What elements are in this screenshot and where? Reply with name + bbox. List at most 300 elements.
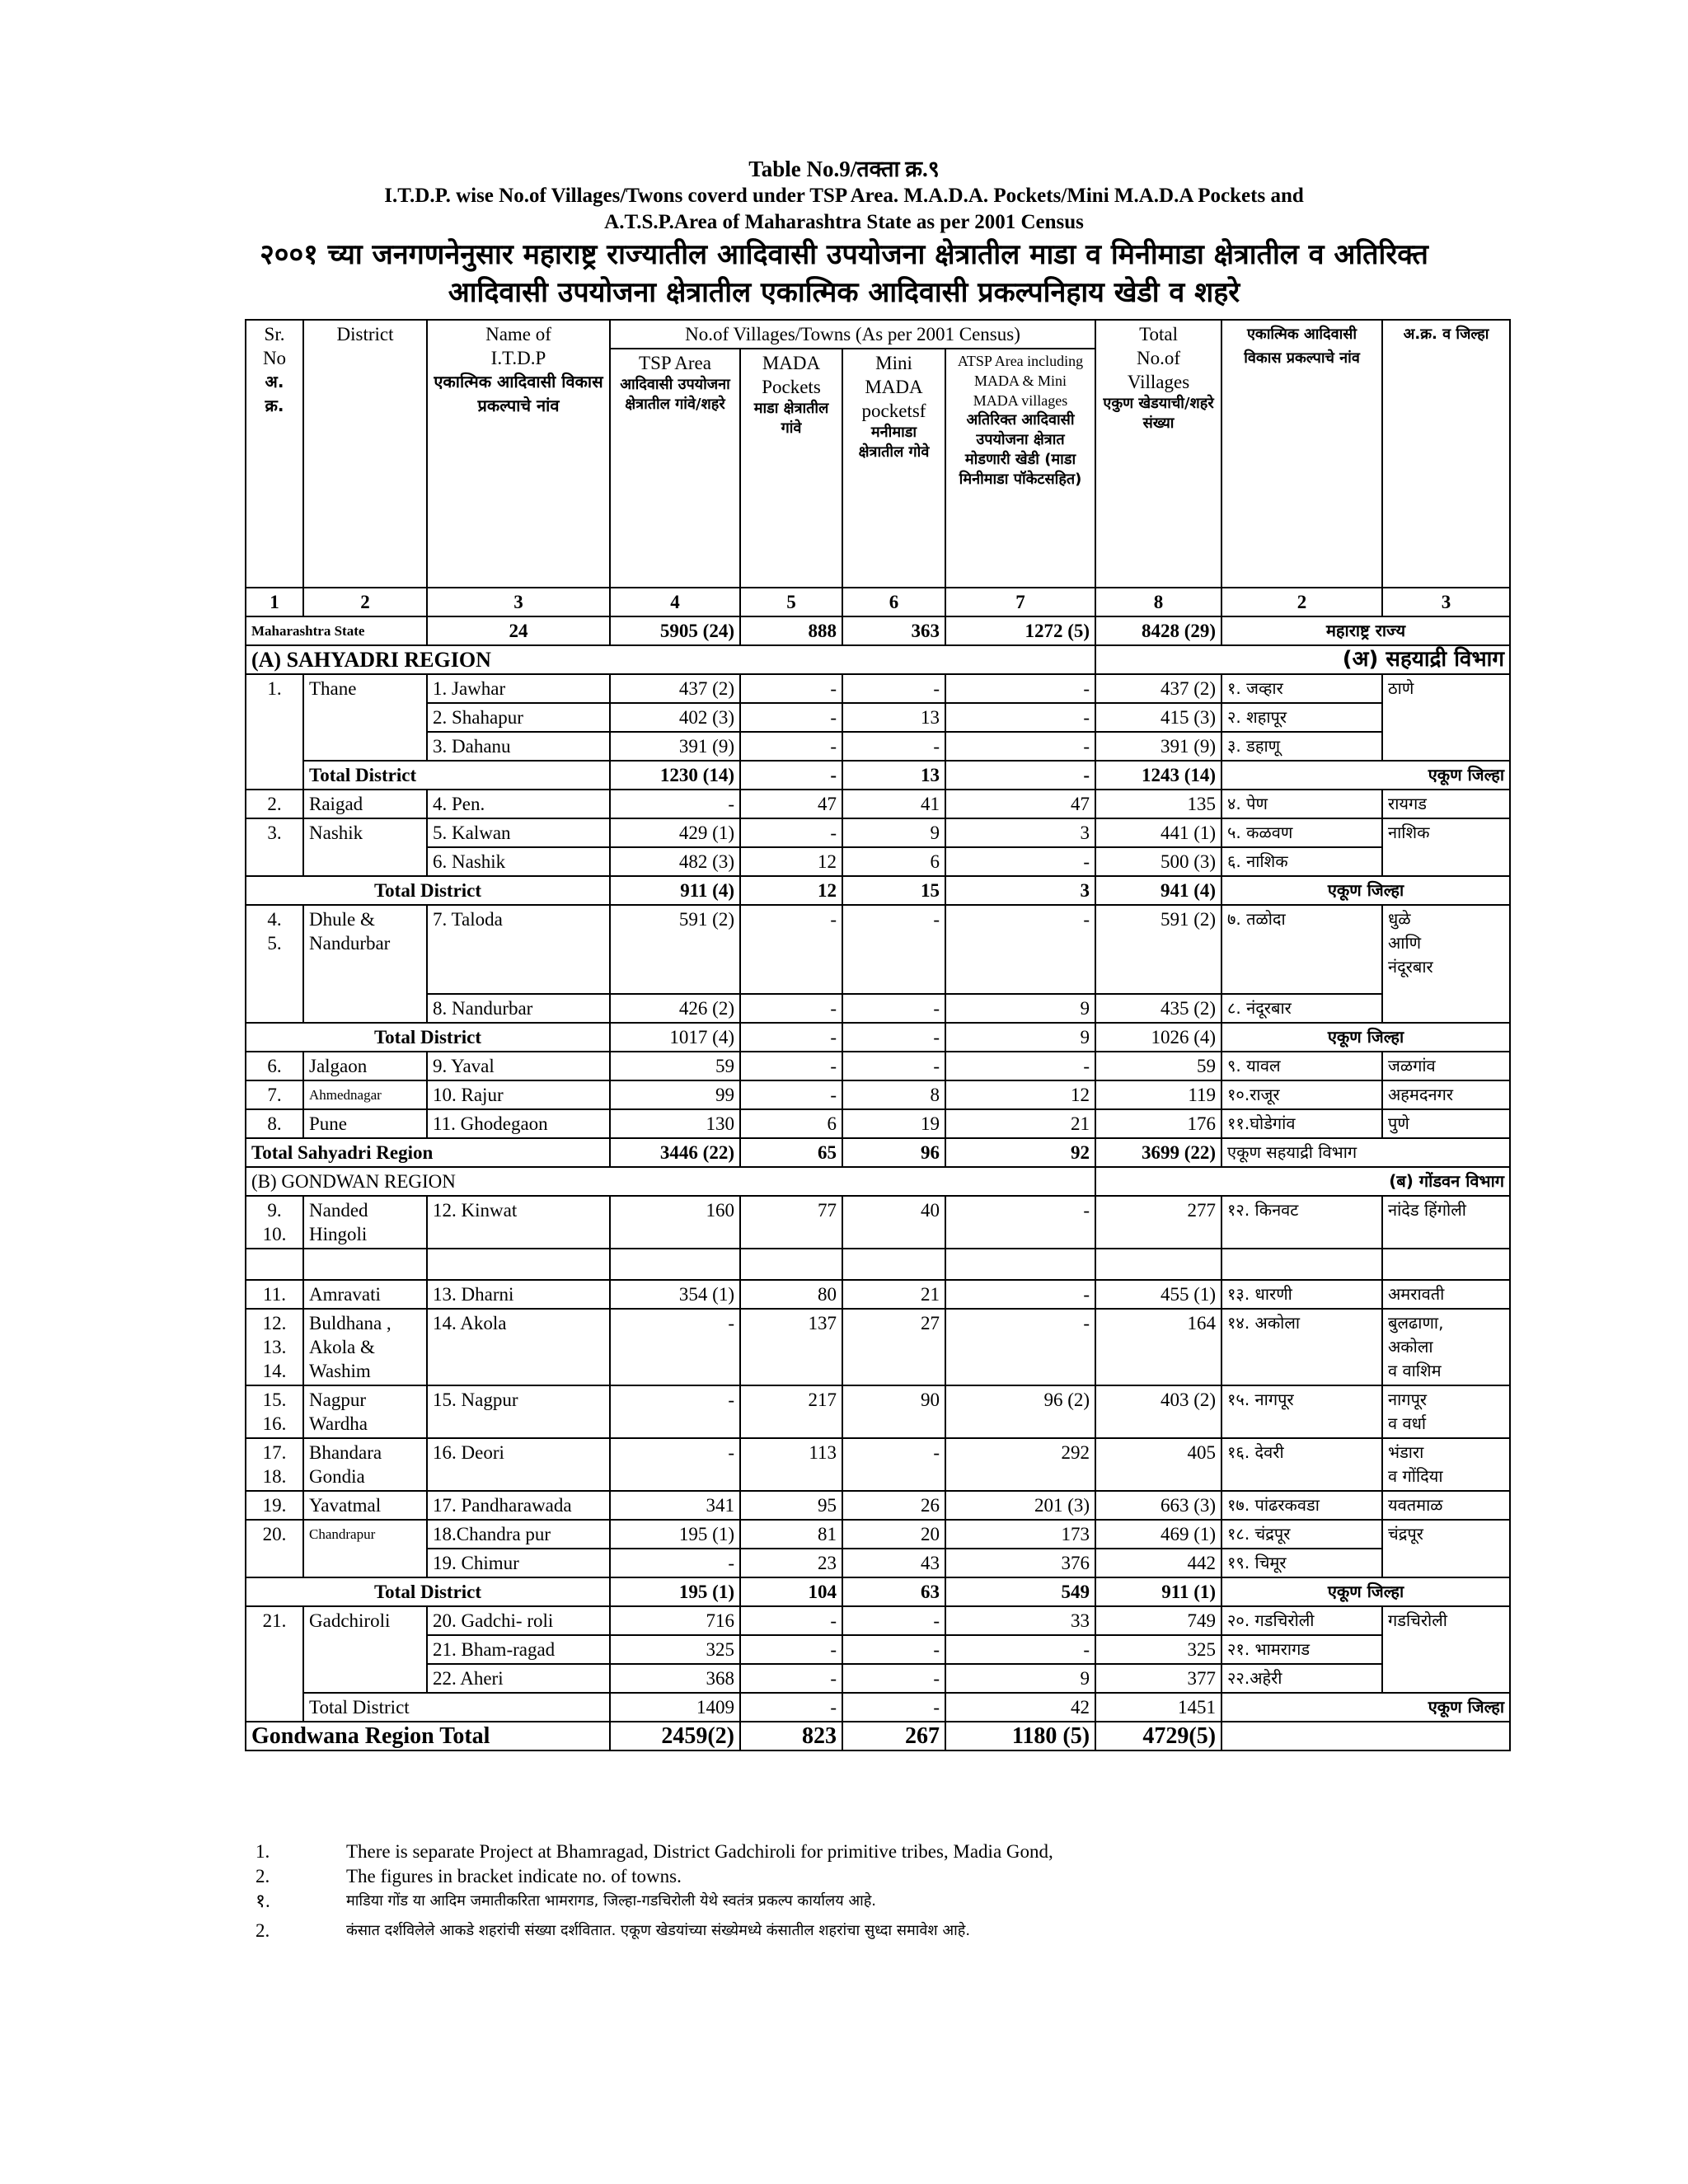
atsp-value: - [945, 732, 1095, 761]
header-itdp-mr: एकात्मिक आदिवासी विकास प्रकल्पाचे नांव [1221, 320, 1382, 588]
itdp-name: 20. Gadchi- roli [427, 1606, 610, 1635]
sr-no-2: 18. [262, 1466, 287, 1487]
district-mr-line3: नंदूरबार [1388, 957, 1433, 977]
blank-cell [1221, 1249, 1382, 1280]
itdp-name-mr: १८. चंद्रपूर [1221, 1520, 1382, 1549]
header-atsp-en: ATSP Area including MADA & Mini MADA villages [957, 353, 1084, 409]
total-value: 591 (2) [1095, 905, 1221, 994]
itdp-name-mr: ११.घोडेगांव [1221, 1109, 1382, 1138]
district-mr: गडचिरोली [1382, 1606, 1510, 1693]
mini-value: 27 [842, 1309, 945, 1385]
district-mr-line3: व वाशिम [1388, 1361, 1442, 1380]
mini-value: - [842, 1693, 945, 1722]
state-mada: 888 [740, 616, 842, 645]
total-value: 119 [1095, 1080, 1221, 1109]
villages-table [245, 319, 1511, 1751]
itdp-name-mr: ७. तळोदा [1221, 905, 1382, 994]
english-title-line2: A.T.S.P.Area of Maharashtra State as per 2001 Census [604, 211, 1084, 233]
mada-value: - [740, 703, 842, 732]
itdp-name-mr: २२.अहेरी [1221, 1664, 1382, 1693]
region-total-label: Gondwana Region Total [246, 1722, 610, 1750]
atsp-value: - [945, 703, 1095, 732]
footnote-number: 1. [256, 1841, 270, 1862]
atsp-value: 1180 (5) [945, 1722, 1095, 1750]
sr-no: 1. [246, 674, 303, 790]
tsp-value: 368 [610, 1664, 740, 1693]
itdp-name-mr: १६. देवरी [1221, 1438, 1382, 1491]
total-label: Total District [246, 1577, 610, 1606]
footnote-number: 2. [256, 1866, 270, 1886]
district [303, 905, 427, 1023]
colnum: 2 [1221, 588, 1382, 616]
mini-value: 90 [842, 1385, 945, 1438]
marathi-title-line2: आदिवासी उपयोजना क्षेत्रातील एकात्मिक आदिवासी प्रकल्पनिहाय खेडी व शहरे [448, 276, 1240, 309]
mada-value: 823 [740, 1722, 842, 1750]
district-total-row [246, 1693, 1510, 1722]
sr-no: 19. [246, 1491, 303, 1520]
footnote [256, 1864, 1492, 1889]
blank-cell [945, 1249, 1095, 1280]
table-row [246, 1664, 1510, 1693]
total-value: 176 [1095, 1109, 1221, 1138]
sr-no-3: 14. [262, 1361, 287, 1381]
sr-no: 6. [246, 1052, 303, 1080]
blank-cell [740, 1249, 842, 1280]
footnote-number: १. [256, 1891, 270, 1911]
table-row [246, 703, 1510, 732]
colnum: 6 [842, 588, 945, 616]
mini-value: - [842, 1052, 945, 1080]
total-value: 469 (1) [1095, 1520, 1221, 1549]
itdp-name: 17. Pandharawada [427, 1491, 610, 1520]
table-row [246, 1309, 1510, 1385]
itdp-name: 12. Kinwat [427, 1196, 610, 1249]
footnote-text: The figures in bracket indicate no. of towns. [346, 1866, 682, 1886]
itdp-name: 4. Pen. [427, 790, 610, 818]
mada-value: 65 [740, 1138, 842, 1167]
itdp-name: 1. Jawhar [427, 674, 610, 703]
atsp-value: - [945, 761, 1095, 790]
district-line2: Wardha [309, 1413, 368, 1434]
atsp-value: 292 [945, 1438, 1095, 1491]
district-mr-line1: बुलढाणा, [1388, 1313, 1444, 1333]
district-mr: नाशिक [1382, 818, 1510, 876]
header-tsp-mr: आदिवासी उपयोजना क्षेत्रातील गांवे/शहरे [620, 376, 730, 413]
itdp-name-mr: १३. धारणी [1221, 1280, 1382, 1309]
table-row [246, 1385, 1510, 1438]
district-mr: यवतमाळ [1382, 1491, 1510, 1520]
atsp-value: 9 [945, 1023, 1095, 1052]
tsp-value: 99 [610, 1080, 740, 1109]
sr-no-2: 5. [267, 933, 282, 954]
colnum: 2 [303, 588, 427, 616]
sr-no [246, 1196, 303, 1249]
header-total-en2: No.of [1137, 348, 1181, 368]
header-mini-en2: MADA [865, 377, 923, 397]
state-tsp: 5905 (24) [610, 616, 740, 645]
total-value: 277 [1095, 1196, 1221, 1249]
table-row [246, 1196, 1510, 1249]
english-title-line1: I.T.D.P. wise No.of Villages/Twons coverd under TSP Area. M.A.D.A. Pockets/Mini M.A.D.A Pockets and [384, 185, 1304, 207]
district-mr-line2: व गोंदिया [1388, 1466, 1443, 1486]
district-mr: चंद्रपूर [1382, 1520, 1510, 1577]
district-mr-line1: भंडारा [1388, 1442, 1424, 1462]
table-row [246, 674, 1510, 703]
blank-cell [1382, 1249, 1510, 1280]
colnum: 3 [427, 588, 610, 616]
atsp-value: - [945, 1280, 1095, 1309]
total-value: 4729(5) [1095, 1722, 1221, 1750]
sr-no [246, 1309, 303, 1385]
itdp-name: 19. Chimur [427, 1549, 610, 1577]
itdp-name: 16. Deori [427, 1438, 610, 1491]
mada-value: 80 [740, 1280, 842, 1309]
district-line2: Gondia [309, 1466, 365, 1487]
tsp-value: 391 (9) [610, 732, 740, 761]
district-mr: अमरावती [1382, 1280, 1510, 1309]
sr-no: 20. [246, 1520, 303, 1577]
tsp-value: 160 [610, 1196, 740, 1249]
sr-no: 3. [246, 818, 303, 876]
itdp-name-mr: १७. पांढरकवडा [1221, 1491, 1382, 1520]
blank-cell [246, 1249, 303, 1280]
table-row [246, 994, 1510, 1023]
tsp-value: 354 (1) [610, 1280, 740, 1309]
region-title-mr: (अ) सहयाद्री विभाग [1095, 645, 1510, 674]
mini-value: 20 [842, 1520, 945, 1549]
header-total [1095, 320, 1221, 588]
header-name-en2: I.T.D.P [490, 348, 546, 368]
atsp-value: 33 [945, 1606, 1095, 1635]
table-row [246, 847, 1510, 876]
tsp-value: 482 (3) [610, 847, 740, 876]
mada-value: 77 [740, 1196, 842, 1249]
itdp-name: 15. Nagpur [427, 1385, 610, 1438]
total-label-mr: एकूण जिल्हा [1221, 876, 1510, 905]
itdp-name-mr: १४. अकोला [1221, 1309, 1382, 1385]
total-label: Total District [246, 1023, 610, 1052]
atsp-value: - [945, 1052, 1095, 1080]
total-value: 164 [1095, 1309, 1221, 1385]
mini-value: 15 [842, 876, 945, 905]
atsp-value: 201 (3) [945, 1491, 1095, 1520]
district-line1: Nagpur [309, 1390, 366, 1410]
district-mr-line1: धुळे [1388, 909, 1411, 929]
itdp-name-mr: १२. किनवट [1221, 1196, 1382, 1249]
total-label-mr: एकूण जिल्हा [1221, 761, 1510, 790]
sr-no [246, 905, 303, 1023]
total-label: Total District [303, 1693, 610, 1722]
mini-value: 19 [842, 1109, 945, 1138]
mada-value: 217 [740, 1385, 842, 1438]
title-block [0, 155, 1688, 312]
itdp-name: 21. Bham-ragad [427, 1635, 610, 1664]
footnote-number: 2. [256, 1920, 270, 1941]
itdp-name: 18.Chandra pur [427, 1520, 610, 1549]
itdp-name: 3. Dahanu [427, 732, 610, 761]
sahyadri-region-heading [246, 645, 1510, 674]
total-value: 135 [1095, 790, 1221, 818]
mada-value: 137 [740, 1309, 842, 1385]
district-mr [1382, 905, 1510, 1023]
total-label-mr: एकूण जिल्हा [1221, 1023, 1510, 1052]
tsp-value: 2459(2) [610, 1722, 740, 1750]
atsp-value: 376 [945, 1549, 1095, 1577]
district-mr: अहमदनगर [1382, 1080, 1510, 1109]
district-mr: रायगड [1382, 790, 1510, 818]
total-value: 435 (2) [1095, 994, 1221, 1023]
region-title: (B) GONDWAN REGION [246, 1167, 1095, 1196]
district-mr [1382, 1309, 1510, 1385]
sr-no: 7. [246, 1080, 303, 1109]
mini-value: 13 [842, 761, 945, 790]
total-value: 3699 (22) [1095, 1138, 1221, 1167]
itdp-name-mr: १०.राजूर [1221, 1080, 1382, 1109]
atsp-value: 9 [945, 994, 1095, 1023]
district [303, 1196, 427, 1249]
mada-value: 104 [740, 1577, 842, 1606]
district: Ahmednagar [303, 1080, 427, 1109]
blank-cell [1095, 1249, 1221, 1280]
tsp-value: - [610, 790, 740, 818]
atsp-value: 12 [945, 1080, 1095, 1109]
mada-value: 95 [740, 1491, 842, 1520]
total-label: Total District [246, 876, 610, 905]
table-row [246, 1080, 1510, 1109]
tsp-value: 426 (2) [610, 994, 740, 1023]
table-row [246, 818, 1510, 847]
colnum: 8 [1095, 588, 1221, 616]
mada-value: - [740, 994, 842, 1023]
sr-no: 11. [246, 1280, 303, 1309]
mada-value: 23 [740, 1549, 842, 1577]
state-total: 8428 (29) [1095, 616, 1221, 645]
district-total-row [246, 1023, 1510, 1052]
mada-value: - [740, 1635, 842, 1664]
mada-value: - [740, 905, 842, 994]
itdp-name-mr: २. शहापूर [1221, 703, 1382, 732]
total-value: 1451 [1095, 1693, 1221, 1722]
mini-value: - [842, 1023, 945, 1052]
atsp-value: - [945, 1309, 1095, 1385]
state-itdp: 24 [427, 616, 610, 645]
blank-cell [1221, 1722, 1510, 1750]
tsp-value: 437 (2) [610, 674, 740, 703]
itdp-name: 2. Shahapur [427, 703, 610, 732]
total-value: 415 (3) [1095, 703, 1221, 732]
sr-no [246, 1438, 303, 1491]
footnotes [256, 1840, 1492, 1943]
atsp-value: 47 [945, 790, 1095, 818]
state-atsp: 1272 (5) [945, 616, 1095, 645]
district-mr [1382, 1385, 1510, 1438]
total-value: 455 (1) [1095, 1280, 1221, 1309]
itdp-name: 13. Dharni [427, 1280, 610, 1309]
district: Jalgaon [303, 1052, 427, 1080]
atsp-value: 42 [945, 1693, 1095, 1722]
district-mr-line2: अकोला [1388, 1337, 1433, 1357]
total-value: 59 [1095, 1052, 1221, 1080]
district-mr: नांदेड हिंगोली [1382, 1196, 1510, 1249]
header-group: No.of Villages/Towns (As per 2001 Census) [610, 320, 1095, 349]
header-tsp [610, 349, 740, 588]
footnote-text: कंसात दर्शविलेले आकडे शहरांची संख्या दर्शवितात. एकूण खेडयांच्या संख्येमध्ये कंसातील शहरांचा सुध्दा समावेश आहे. [346, 1922, 971, 1939]
district [303, 1438, 427, 1491]
mada-value: 47 [740, 790, 842, 818]
district-line1: Nanded [309, 1200, 368, 1221]
itdp-name-mr: ८. नंदूरबार [1221, 994, 1382, 1023]
district-total-row [246, 761, 1510, 790]
header-mada-en1: MADA [762, 353, 821, 373]
district-mr-line2: व वर्धा [1388, 1413, 1427, 1433]
mini-value: 43 [842, 1549, 945, 1577]
sr-no-1: 12. [262, 1313, 287, 1333]
mini-value: - [842, 905, 945, 994]
atsp-value: 9 [945, 1664, 1095, 1693]
total-value: 441 (1) [1095, 818, 1221, 847]
mini-value: 63 [842, 1577, 945, 1606]
total-value: 1026 (4) [1095, 1023, 1221, 1052]
district-total-row [246, 876, 1510, 905]
atsp-value: 96 (2) [945, 1385, 1095, 1438]
total-value: 1243 (14) [1095, 761, 1221, 790]
header-atsp [945, 349, 1095, 588]
total-value: 663 (3) [1095, 1491, 1221, 1520]
header-sr-mr2: क्र. [265, 396, 284, 415]
mada-value: - [740, 818, 842, 847]
total-label: Total District [303, 761, 610, 790]
mini-value: 41 [842, 790, 945, 818]
tsp-value: 402 (3) [610, 703, 740, 732]
mada-value: 12 [740, 876, 842, 905]
column-number-row [246, 588, 1510, 616]
tsp-value: 429 (1) [610, 818, 740, 847]
header-row-1 [246, 320, 1510, 349]
itdp-name-mr: ४. पेण [1221, 790, 1382, 818]
header-sr-en: Sr. [264, 324, 285, 344]
itdp-name-mr: २०. गडचिरोली [1221, 1606, 1382, 1635]
mini-value: 26 [842, 1491, 945, 1520]
tsp-value: 130 [610, 1109, 740, 1138]
district [303, 1309, 427, 1385]
tsp-value: 59 [610, 1052, 740, 1080]
header-atsp-mr: अतिरिक्त आदिवासी उपयोजना क्षेत्रात मोडणारी खेडी (माडा मिनीमाडा पॉकेटसहित) [959, 411, 1082, 488]
tsp-value: 1409 [610, 1693, 740, 1722]
district-mr-line2: आणि [1388, 933, 1422, 953]
mada-value: 81 [740, 1520, 842, 1549]
itdp-name: 22. Aheri [427, 1664, 610, 1693]
atsp-value: 549 [945, 1577, 1095, 1606]
total-value: 941 (4) [1095, 876, 1221, 905]
atsp-value: 173 [945, 1520, 1095, 1549]
total-label-mr: एकूण जिल्हा [1221, 1577, 1510, 1606]
tsp-value: 716 [610, 1606, 740, 1635]
footnote-text: माडिया गोंड या आदिम जमातीकरिता भामरागड, जिल्हा-गडचिरोली येथे स्वतंत्र प्रकल्प कार्यालय आहे. [346, 1892, 877, 1910]
colnum: 3 [1382, 588, 1510, 616]
itdp-name-mr: २१. भामरागड [1221, 1635, 1382, 1664]
district: Pune [303, 1109, 427, 1138]
district-mr [1382, 1438, 1510, 1491]
mada-value: - [740, 1693, 842, 1722]
itdp-name-mr: १५. नागपूर [1221, 1385, 1382, 1438]
district-total-row [246, 1577, 1510, 1606]
header-name [427, 320, 610, 588]
sr-no: 8. [246, 1109, 303, 1138]
mada-value: - [740, 1606, 842, 1635]
table-row [246, 1549, 1510, 1577]
footnote [256, 1840, 1492, 1864]
mada-value: 6 [740, 1109, 842, 1138]
district-line2: Akola & [309, 1337, 375, 1357]
tsp-value: 195 (1) [610, 1520, 740, 1549]
total-value: 437 (2) [1095, 674, 1221, 703]
table-row [246, 732, 1510, 761]
sr-no-1: 17. [262, 1442, 287, 1463]
state-label: Maharashtra State [246, 616, 427, 645]
mini-value: 267 [842, 1722, 945, 1750]
state-total-row [246, 616, 1510, 645]
table-row [246, 1606, 1510, 1635]
header-name-mr: एकात्मिक आदिवासी विकास प्रकल्पाचे नांव [434, 372, 603, 415]
district-mr-line1: नागपूर [1388, 1390, 1428, 1409]
atsp-value: - [945, 847, 1095, 876]
district: Chandrapur [303, 1520, 427, 1577]
district: Amravati [303, 1280, 427, 1309]
district-line2: Hingoli [309, 1224, 368, 1244]
mini-value: 21 [842, 1280, 945, 1309]
mada-value: - [740, 1023, 842, 1052]
district-line1: Buldhana , [309, 1313, 392, 1333]
total-value: 325 [1095, 1635, 1221, 1664]
mini-value: - [842, 1664, 945, 1693]
mini-value: 40 [842, 1196, 945, 1249]
region-total-row [246, 1138, 1510, 1167]
state-mini: 363 [842, 616, 945, 645]
district: Nashik [303, 818, 427, 876]
mada-value: - [740, 1664, 842, 1693]
tsp-value: 1017 (4) [610, 1023, 740, 1052]
mada-value: - [740, 761, 842, 790]
sr-no-1: 4. [267, 909, 282, 930]
table-row [246, 1280, 1510, 1309]
tsp-value: 3446 (22) [610, 1138, 740, 1167]
tsp-value: - [610, 1385, 740, 1438]
itdp-name-mr: १. जव्हार [1221, 674, 1382, 703]
total-value: 377 [1095, 1664, 1221, 1693]
atsp-value: - [945, 905, 1095, 994]
itdp-name: 14. Akola [427, 1309, 610, 1385]
district: Raigad [303, 790, 427, 818]
header-total-en3: Villages [1127, 372, 1190, 392]
mini-value: - [842, 1438, 945, 1491]
tsp-value: - [610, 1438, 740, 1491]
header-district: District [303, 320, 427, 588]
table-number: Table No.9/तक्ता क्र.९ [748, 157, 940, 181]
itdp-name-mr: १९. चिमूर [1221, 1549, 1382, 1577]
marathi-title-line1: २००१ च्या जनगणनेनुसार महाराष्ट्र राज्यातील आदिवासी उपयोजना क्षेत्रातील माडा व मिनीमाडा क्षेत्रातील व अतिरिक्त [260, 238, 1428, 271]
sr-no: 21. [246, 1606, 303, 1722]
mada-value: 113 [740, 1438, 842, 1491]
table-row [246, 1438, 1510, 1491]
header-mada [740, 349, 842, 588]
district-line1: Dhule & [309, 909, 375, 930]
sr-no-2: 10. [262, 1224, 287, 1244]
mini-value: 96 [842, 1138, 945, 1167]
blank-row [246, 1249, 1510, 1280]
atsp-value: 3 [945, 818, 1095, 847]
footnote [256, 1919, 1492, 1943]
mini-value: 6 [842, 847, 945, 876]
